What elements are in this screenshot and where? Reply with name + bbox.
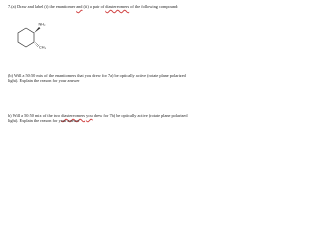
wedge-bond-top	[34, 27, 40, 33]
question-7a	[8, 4, 194, 9]
q7c-word-you: you	[86, 113, 93, 118]
nh2-label: NH₂	[38, 22, 46, 27]
q7c-text-1: b) Will a 50:50 mix of the two	[8, 113, 62, 118]
q7a-word-diastereomers: diastereomers	[105, 4, 130, 9]
q7c-word-diastereomers: diastereomers	[61, 113, 86, 118]
cyclohexane-structure	[8, 18, 48, 58]
q7a-text-1: 7.(a) Draw and label (i) the enantiomer	[8, 4, 77, 9]
question-7c	[8, 113, 194, 123]
q7a-text-2: (ii) a pair of	[82, 4, 106, 9]
question-7b: (b) Will a 50:50 mix of the enantiomers that you drew for 7a) be optically active (rotate plane polarized light). Explain the reason for your answer	[8, 73, 186, 84]
q7a-word-and: and	[76, 4, 83, 9]
q7a-text-3: of the following compound:	[129, 4, 179, 9]
q7c-text-3: drew for 7b) be optically active (rotate plane polarized light). Explain the reason for your answer	[8, 113, 188, 124]
ch3-label: CH₃	[39, 45, 47, 50]
cyclohexane-ring	[18, 28, 34, 47]
